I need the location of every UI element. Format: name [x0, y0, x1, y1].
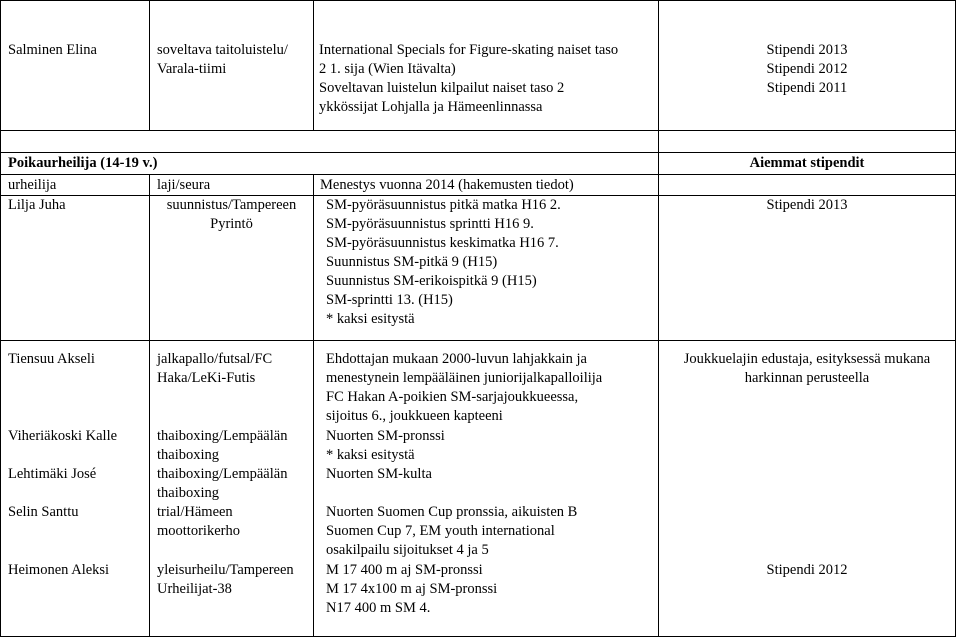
table-divider — [313, 0, 314, 130]
athlete-name: Selin Santtu — [8, 504, 79, 520]
athlete-name: Viheriäkoski Kalle — [8, 428, 118, 444]
column-header-athlete: urheilija — [8, 177, 57, 193]
athlete-name: Salminen Elina — [8, 42, 97, 58]
athlete-success: Ehdottajan mukaan 2000-luvun lahjakkain ja menestynein lempääläinen juniorijalkapalloilija FC Hakan A-poikien SM-sarjajoukkueessa, sijoitus 6., joukkueen kapteeni — [326, 351, 603, 424]
section-title: Poikaurheilija (14-19 v.) — [8, 155, 158, 171]
athlete-success: Nuorten SM-kulta — [326, 466, 432, 482]
athlete-sport: thaiboxing/Lempäälän thaiboxing — [157, 466, 288, 501]
athlete-name: Tiensuu Akseli — [8, 351, 95, 367]
athlete-sport: jalkapallo/futsal/FC Haka/LeKi-Futis — [157, 351, 273, 386]
athlete-sport: suunnistus/Tampereen Pyrintö — [166, 197, 297, 232]
athlete-name: Lehtimäki José — [8, 466, 97, 482]
table-border-top — [0, 0, 956, 1]
table-row-border — [0, 130, 956, 131]
athlete-sport: soveltava taitoluistelu/ Varala-tiimi — [157, 42, 288, 77]
column-header-success: Menestys vuonna 2014 (hakemusten tiedot) — [320, 177, 574, 193]
table-row-border — [0, 340, 956, 341]
athlete-previous-stipend: Stipendi 2013 — [766, 197, 848, 213]
table-divider — [313, 174, 314, 637]
athlete-success: M 17 400 m aj SM-pronssi M 17 4x100 m aj SM-pronssi N17 400 m SM 4. — [326, 562, 498, 616]
athlete-achievements: International Specials for Figure-skating naiset taso 2 1. sija (Wien Itävalta) Soveltavan luistelun kilpailut naiset taso 2 ykkössijat Lohjalla ja Hämeenlinnassa — [319, 42, 619, 115]
table-row-border — [0, 174, 956, 175]
athlete-success: SM-pyöräsuunnistus pitkä matka H16 2. SM-pyöräsuunnistus sprintti H16 9. SM-pyöräsuunnistus keskimatka H16 7. Suunnistus SM-pitkä 9 (H15) Suunnistus SM-erikoispitkä 9 (H15) SM-sprintti 13. (H15) * kaksi esitystä — [326, 197, 561, 327]
previous-stipends-header: Aiemmat stipendit — [749, 155, 865, 171]
column-header-sport: laji/seura — [157, 177, 211, 193]
athlete-name: Heimonen Aleksi — [8, 562, 110, 578]
athlete-sport: yleisurheilu/Tampereen Urheilijat-38 — [157, 562, 294, 597]
table-row-border — [0, 152, 956, 153]
athlete-name: Lilja Juha — [8, 197, 66, 213]
athlete-stipends: Stipendi 2013 Stipendi 2012 Stipendi 2011 — [766, 42, 848, 96]
table-border-left — [0, 0, 1, 637]
athlete-sport: trial/Hämeen moottorikerho — [157, 504, 240, 539]
table-divider — [149, 174, 150, 637]
athlete-sport: thaiboxing/Lempäälän thaiboxing — [157, 428, 288, 463]
table-divider — [149, 0, 150, 130]
athlete-success: Nuorten Suomen Cup pronssia, aikuisten B Suomen Cup 7, EM youth international osakilpailu sijoitukset 4 ja 5 — [326, 504, 578, 558]
table-border-right — [955, 0, 956, 637]
athlete-success: Nuorten SM-pronssi * kaksi esitystä — [326, 428, 445, 463]
athlete-previous-stipend: Joukkuelajin edustaja, esityksessä mukana harkinnan perusteella — [683, 351, 931, 386]
athlete-previous-stipend: Stipendi 2012 — [766, 562, 848, 578]
